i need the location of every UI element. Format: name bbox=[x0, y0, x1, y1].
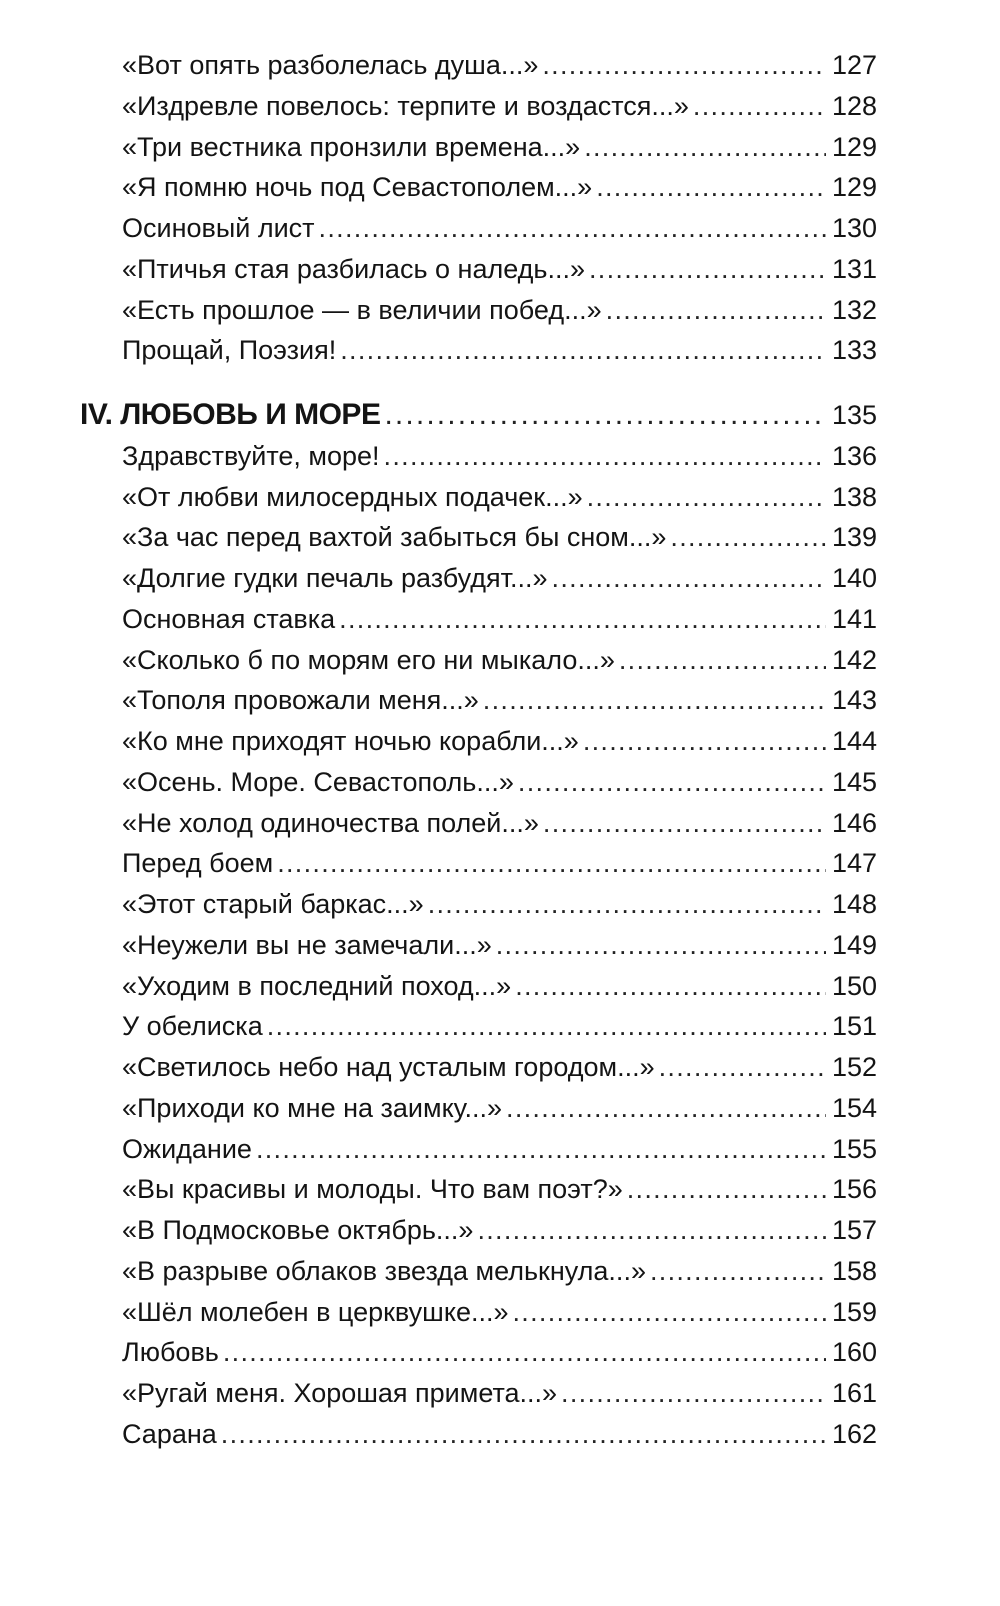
page-number: 129 bbox=[831, 172, 877, 203]
entry-title: «Этот старый баркас...» bbox=[122, 889, 424, 919]
toc-entry bbox=[122, 249, 877, 290]
toc-entry bbox=[122, 86, 877, 127]
page-number: 147 bbox=[831, 848, 877, 879]
toc-entry bbox=[122, 1210, 877, 1251]
dot-leader bbox=[223, 1332, 826, 1373]
page-number: 150 bbox=[831, 970, 877, 1001]
entry-title: «Шёл молебен в церквушке...» bbox=[122, 1296, 509, 1327]
dot-leader bbox=[339, 599, 826, 640]
entry-title: «Ругай меня. Хорошая примета...» bbox=[122, 1378, 558, 1408]
page-number: 133 bbox=[831, 335, 877, 366]
dot-leader bbox=[542, 45, 826, 86]
dot-leader bbox=[506, 1088, 826, 1129]
entry-title: «В разрыве облаков звезда мелькнула...» bbox=[122, 1255, 646, 1286]
entry-title: «Ко мне приходят ночью корабли...» bbox=[122, 726, 579, 756]
page-number: 141 bbox=[831, 603, 877, 634]
page-number: 151 bbox=[831, 1011, 877, 1042]
dot-leader bbox=[670, 517, 826, 558]
toc-entry bbox=[122, 1292, 877, 1333]
toc-entry bbox=[122, 843, 877, 884]
entry-title: «Уходим в последний поход...» bbox=[122, 970, 512, 1001]
toc-entry bbox=[122, 762, 877, 803]
toc-entry bbox=[122, 1373, 877, 1414]
dot-leader bbox=[659, 1047, 826, 1088]
dot-leader bbox=[496, 925, 826, 966]
page-number: 161 bbox=[831, 1378, 877, 1408]
entry-title: «Приходи ко мне на заимку...» bbox=[122, 1092, 503, 1123]
entry-title: «Я помню ночь под Севастополем...» bbox=[122, 172, 593, 203]
entry-title: «От любви милосердных подачек...» bbox=[122, 481, 583, 512]
dot-leader bbox=[319, 208, 826, 249]
dot-leader bbox=[221, 1414, 826, 1455]
page-number: 149 bbox=[831, 929, 877, 960]
toc-entry bbox=[122, 290, 877, 331]
entry-title: Любовь bbox=[122, 1337, 219, 1368]
dot-leader bbox=[267, 1006, 826, 1047]
dot-leader bbox=[513, 1292, 826, 1333]
entry-title: «Птичья стая разбилась о наледь...» bbox=[122, 253, 585, 284]
toc-entry bbox=[122, 1047, 877, 1088]
dot-leader bbox=[543, 803, 826, 844]
toc-entry bbox=[122, 599, 877, 640]
page-number: 148 bbox=[831, 889, 877, 919]
entry-title: Прощай, Поэзия! bbox=[122, 335, 337, 366]
toc-entry bbox=[122, 1169, 877, 1210]
toc-entry bbox=[122, 925, 877, 966]
dot-leader bbox=[552, 558, 826, 599]
page-number: 135 bbox=[831, 400, 877, 430]
page-number: 160 bbox=[831, 1337, 877, 1368]
toc-entry bbox=[122, 884, 877, 925]
page-number: 143 bbox=[831, 685, 877, 716]
entry-title: «В Подмосковье октябрь...» bbox=[122, 1215, 474, 1245]
section-heading bbox=[80, 395, 877, 436]
dot-leader bbox=[515, 966, 826, 1007]
toc-entry bbox=[122, 966, 877, 1007]
toc-entry bbox=[122, 680, 877, 721]
page-number: 152 bbox=[831, 1052, 877, 1082]
toc-entry bbox=[122, 477, 877, 518]
page-number: 156 bbox=[831, 1174, 877, 1205]
entry-title: «Издревле повелось: терпите и воздастся...» bbox=[122, 90, 689, 121]
dot-leader bbox=[384, 436, 826, 477]
dot-leader bbox=[384, 395, 825, 436]
toc-entry bbox=[122, 558, 877, 599]
entry-title: Сарана bbox=[122, 1418, 217, 1449]
dot-leader bbox=[596, 167, 826, 208]
toc-entry bbox=[122, 1251, 877, 1292]
entry-title: «Вот опять разболелась душа...» bbox=[122, 50, 539, 80]
dot-leader bbox=[606, 290, 826, 331]
dot-leader bbox=[587, 477, 826, 518]
dot-leader bbox=[619, 640, 826, 681]
page-number: 146 bbox=[831, 807, 877, 838]
page-number: 157 bbox=[831, 1215, 877, 1245]
page-number: 129 bbox=[831, 131, 877, 162]
page-number: 142 bbox=[831, 644, 877, 675]
entry-title: IV. ЛЮБОВЬ И МОРЕ bbox=[80, 398, 381, 431]
toc-entry bbox=[122, 167, 877, 208]
entry-title: Ожидание bbox=[122, 1133, 252, 1164]
dot-leader bbox=[483, 680, 826, 721]
toc-entry bbox=[122, 1006, 877, 1047]
dot-leader bbox=[428, 884, 826, 925]
entry-title: «За час перед вахтой забыться бы сном...» bbox=[122, 522, 667, 553]
toc-entry bbox=[122, 721, 877, 762]
entry-title: «Осень. Море. Севастополь...» bbox=[122, 766, 514, 797]
dot-leader bbox=[589, 249, 826, 290]
dot-leader bbox=[256, 1129, 826, 1170]
toc-entry bbox=[122, 1088, 877, 1129]
entry-title: У обелиска bbox=[122, 1011, 263, 1042]
entry-title: Здравствуйте, море! bbox=[122, 440, 380, 471]
page-number: 130 bbox=[831, 213, 877, 243]
entry-title: «Долгие гудки печаль разбудят...» bbox=[122, 563, 548, 593]
toc-entry bbox=[122, 45, 877, 86]
entry-title: «Вы красивы и молоды. Что вам поэт?» bbox=[122, 1174, 623, 1205]
entry-title: «Светилось небо над усталым городом...» bbox=[122, 1052, 655, 1082]
page-number: 145 bbox=[831, 766, 877, 797]
toc-entry bbox=[122, 1414, 877, 1455]
page-number: 158 bbox=[831, 1255, 877, 1286]
toc-entry bbox=[122, 803, 877, 844]
page-number: 127 bbox=[831, 50, 877, 80]
page-number: 132 bbox=[831, 294, 877, 325]
page-number: 155 bbox=[831, 1133, 877, 1164]
table-of-contents bbox=[0, 45, 1000, 1455]
toc-entry bbox=[122, 436, 877, 477]
dot-leader bbox=[561, 1373, 826, 1414]
toc-entry bbox=[122, 208, 877, 249]
toc-entry bbox=[122, 1129, 877, 1170]
page-number: 136 bbox=[831, 440, 877, 471]
dot-leader bbox=[583, 721, 826, 762]
page-number: 131 bbox=[831, 253, 877, 284]
dot-leader bbox=[477, 1210, 826, 1251]
toc-entry bbox=[122, 127, 877, 168]
toc-entry bbox=[122, 517, 877, 558]
entry-title: «Неужели вы не замечали...» bbox=[122, 929, 492, 960]
entry-title: «Есть прошлое — в величии побед...» bbox=[122, 294, 602, 325]
entry-title: Основная ставка bbox=[122, 603, 336, 634]
dot-leader bbox=[340, 330, 826, 371]
entry-title: «Сколько б по морям его ни мыкало...» bbox=[122, 644, 615, 675]
toc-entry bbox=[122, 1332, 877, 1373]
page-number: 144 bbox=[831, 726, 877, 756]
page-number: 154 bbox=[831, 1092, 877, 1123]
entry-title: Перед боем bbox=[122, 848, 274, 879]
toc-entry bbox=[122, 330, 877, 371]
toc-entry bbox=[122, 640, 877, 681]
page-number: 139 bbox=[831, 522, 877, 553]
entry-title: «Не холод одиночества полей...» bbox=[122, 807, 539, 838]
dot-leader bbox=[277, 843, 826, 884]
dot-leader bbox=[584, 127, 826, 168]
dot-leader bbox=[627, 1169, 826, 1210]
entry-title: «Тополя провожали меня...» bbox=[122, 685, 479, 716]
dot-leader bbox=[693, 86, 826, 127]
page-number: 140 bbox=[831, 563, 877, 593]
dot-leader bbox=[518, 762, 826, 803]
page-number: 128 bbox=[831, 90, 877, 121]
page-number: 162 bbox=[831, 1418, 877, 1449]
dot-leader bbox=[650, 1251, 826, 1292]
entry-title: «Три вестника пронзили времена...» bbox=[122, 131, 581, 162]
page-number: 159 bbox=[831, 1296, 877, 1327]
page-number: 138 bbox=[831, 481, 877, 512]
entry-title: Осиновый лист bbox=[122, 213, 315, 243]
